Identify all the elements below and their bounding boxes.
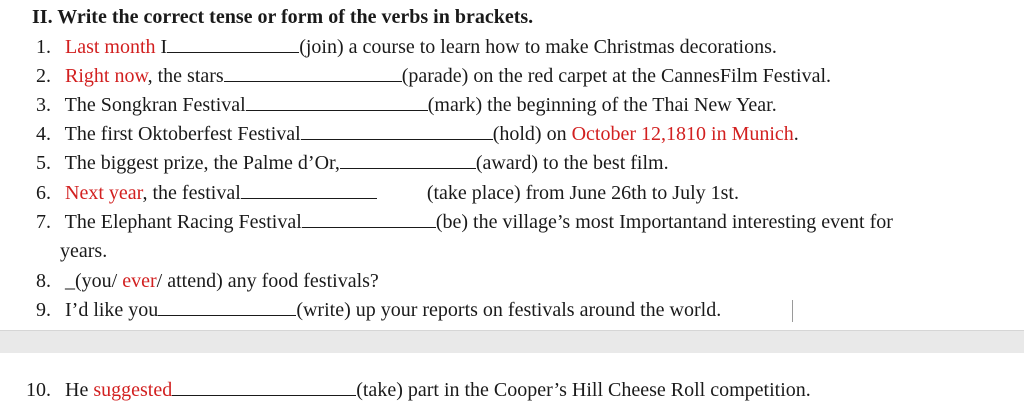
exercise-item-7 bbox=[36, 209, 893, 235]
item-text: , the stars bbox=[147, 65, 224, 87]
text-cursor bbox=[792, 300, 793, 322]
adverb-marker: ever bbox=[122, 270, 157, 292]
item-text: The first Oktoberfest Festival bbox=[64, 123, 301, 145]
answer-blank[interactable] bbox=[158, 297, 296, 316]
answer-blank[interactable] bbox=[301, 121, 493, 140]
item-text: / attend) any food festivals? bbox=[156, 270, 379, 292]
item-number: 10. bbox=[26, 379, 51, 401]
item-text: _(you/ bbox=[65, 270, 123, 292]
item-text: . bbox=[793, 123, 799, 145]
item-text: (take) part in the Cooper’s Hill Cheese Roll competition. bbox=[356, 379, 811, 401]
answer-blank[interactable] bbox=[224, 63, 402, 82]
exercise-item-7-continuation: years. bbox=[60, 240, 108, 262]
item-text: , the festival bbox=[142, 182, 241, 204]
exercise-item-4 bbox=[36, 121, 799, 147]
answer-blank[interactable] bbox=[246, 92, 428, 111]
item-number: 6. bbox=[36, 182, 51, 204]
item-number: 1. bbox=[36, 36, 51, 58]
exercise-item-5 bbox=[36, 150, 669, 176]
exercise-item-10 bbox=[26, 377, 811, 403]
exercise-item-2 bbox=[36, 63, 831, 89]
item-text: (mark) the beginning of the Thai New Year. bbox=[427, 94, 777, 116]
item-text: I’d like you bbox=[65, 299, 159, 321]
exercise-item-3 bbox=[36, 92, 777, 118]
item-text: The Songkran Festival bbox=[64, 94, 246, 116]
item-text: (take place) from June 26th to July 1st. bbox=[426, 182, 739, 204]
item-number: 8. bbox=[36, 270, 51, 292]
exercise-item-6 bbox=[36, 180, 739, 206]
item-number: 3. bbox=[36, 94, 51, 116]
item-text: The Elephant Racing Festival bbox=[64, 211, 302, 233]
answer-blank[interactable] bbox=[241, 180, 377, 199]
item-number: 5. bbox=[36, 152, 51, 174]
exercise-item-9 bbox=[36, 297, 721, 323]
time-marker: Next year bbox=[65, 182, 143, 204]
section-heading: II. Write the correct tense or form of the verbs in brackets. bbox=[32, 6, 534, 28]
item-number: 2. bbox=[36, 65, 51, 87]
answer-blank[interactable] bbox=[167, 34, 299, 53]
exercise-item-8 bbox=[36, 268, 379, 294]
time-marker: Right now bbox=[65, 65, 148, 87]
item-text: (write) up your reports on festivals around the world. bbox=[296, 299, 722, 321]
answer-blank[interactable] bbox=[302, 209, 436, 228]
item-text: (award) to the best film. bbox=[475, 152, 669, 174]
date-place-marker: October 12,1810 in Munich bbox=[571, 123, 794, 145]
exercise-item-1 bbox=[36, 34, 777, 60]
item-number: 9. bbox=[36, 299, 51, 321]
item-text: (join) a course to learn how to make Christmas decorations. bbox=[299, 36, 777, 58]
item-text: The biggest prize, the Palme d’Or, bbox=[64, 152, 340, 174]
answer-blank[interactable] bbox=[172, 377, 356, 396]
item-text: (parade) on the red carpet at the CannesFilm Festival. bbox=[401, 65, 831, 87]
item-text: He bbox=[65, 379, 94, 401]
answer-blank[interactable] bbox=[340, 150, 476, 169]
item-text: (hold) on bbox=[492, 123, 572, 145]
reporting-verb-marker: suggested bbox=[93, 379, 173, 401]
item-number: 7. bbox=[36, 211, 51, 233]
item-number: 4. bbox=[36, 123, 51, 145]
page-break-gap bbox=[0, 330, 1024, 354]
time-marker: Last month bbox=[65, 36, 156, 58]
item-text: (be) the village’s most Importantand interesting event for bbox=[435, 211, 893, 233]
item-text: I bbox=[155, 36, 168, 58]
